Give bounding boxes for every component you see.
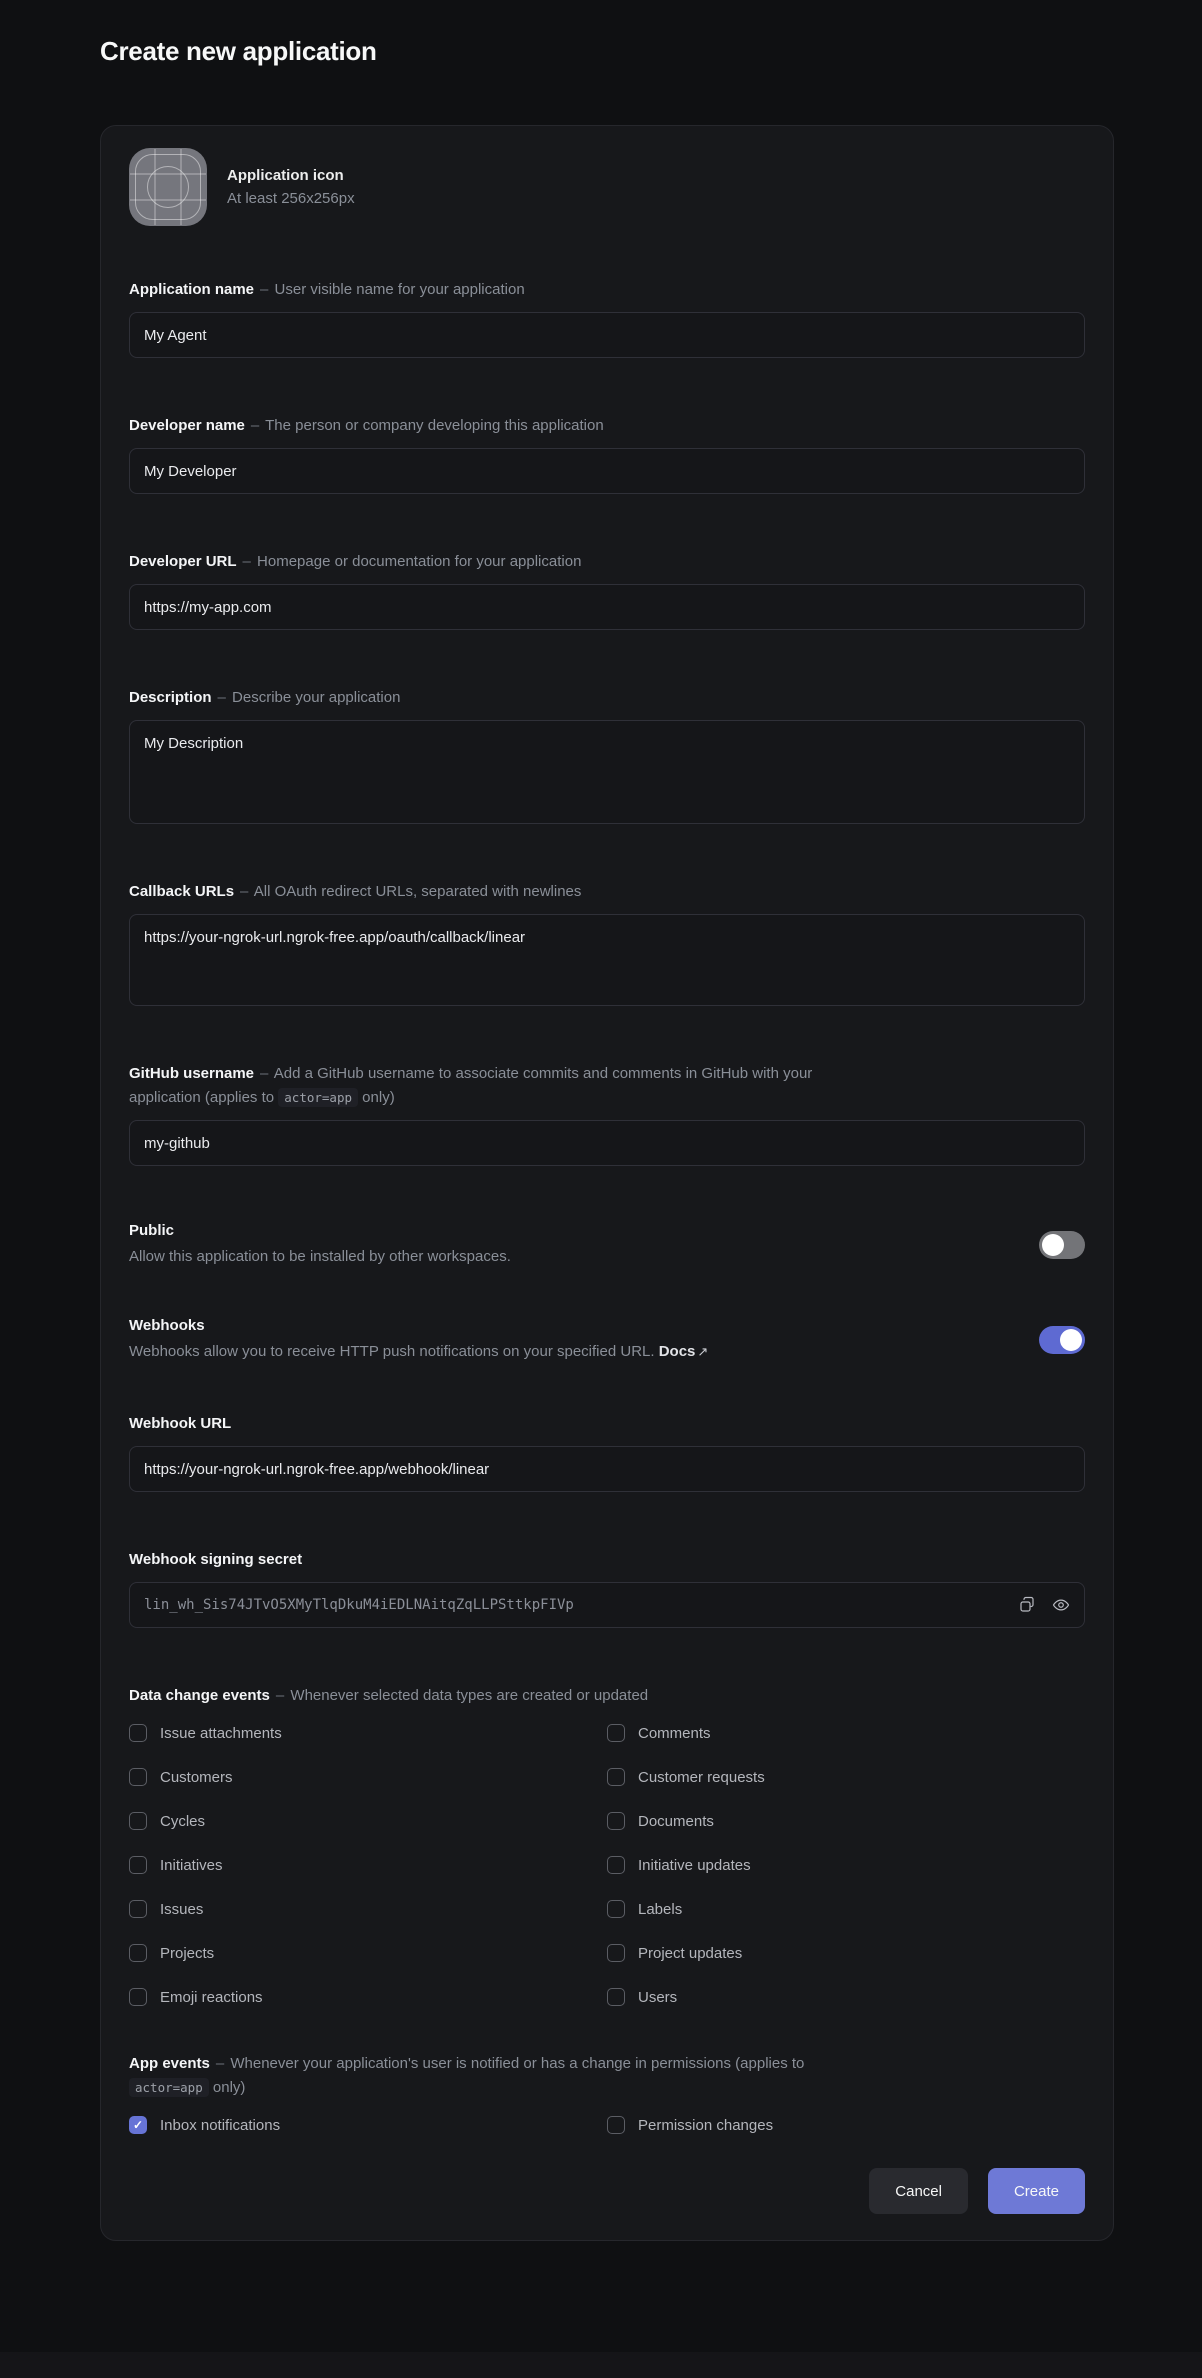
app-events-checkbox-grid — [129, 2116, 1085, 2134]
application-icon-title: Application icon — [227, 167, 344, 184]
checkbox-box — [607, 1724, 625, 1742]
checkbox-box — [129, 2116, 147, 2134]
public-toggle[interactable] — [1039, 1231, 1085, 1259]
checkbox-box — [607, 1988, 625, 2006]
checkbox-box — [607, 1944, 625, 1962]
public-toggle-row — [129, 1222, 1085, 1267]
webhook-signing-secret-value: lin_wh_Sis74JTvO5XMyTlqDkuM4iEDLNAitqZqLLPSttkpFIVp — [144, 1597, 574, 1613]
checkbox-issue-attachments[interactable]: Issue attachments — [129, 1724, 607, 1742]
webhook-url-label: Webhook URL — [129, 1415, 232, 1432]
webhook-url-input[interactable] — [129, 1446, 1085, 1492]
checkbox-customer-requests[interactable]: Customer requests — [607, 1768, 1085, 1786]
github-username-description-line1: Add a GitHub username to associate commits and comments in GitHub with your — [273, 1065, 813, 1082]
application-form-card — [100, 125, 1114, 2241]
field-description — [129, 686, 1085, 824]
toggle-knob — [1042, 1234, 1064, 1256]
checkbox-projects[interactable]: Projects — [129, 1944, 607, 1962]
field-webhook-signing-secret — [129, 1548, 1085, 1628]
application-name-label: Application name — [129, 281, 255, 298]
callback-urls-description: All OAuth redirect URLs, separated with newlines — [253, 883, 582, 900]
checkbox-initiatives[interactable]: Initiatives — [129, 1856, 607, 1874]
description-label: Description — [129, 689, 212, 706]
checkbox-permission-changes[interactable]: Permission changes — [607, 2116, 1085, 2134]
webhooks-toggle[interactable] — [1039, 1326, 1085, 1354]
checkbox-labels[interactable]: Labels — [607, 1900, 1085, 1918]
webhooks-label: Webhooks — [129, 1317, 205, 1334]
github-username-description-line2: application (applies to — [129, 1089, 275, 1106]
application-icon-row — [129, 148, 1085, 226]
checkbox-project-updates[interactable]: Project updates — [607, 1944, 1085, 1962]
label-separator: – — [250, 417, 260, 434]
label-separator: – — [260, 1065, 269, 1082]
checkbox-documents[interactable]: Documents — [607, 1812, 1085, 1830]
checkbox-box — [607, 1768, 625, 1786]
docs-link[interactable]: Docs ↗ — [658, 1343, 709, 1360]
bottom-strip — [0, 2352, 1202, 2378]
page-title: Create new application — [100, 36, 377, 66]
checkbox-cycles[interactable]: Cycles — [129, 1812, 607, 1830]
reveal-secret-button[interactable] — [1052, 1596, 1070, 1614]
cancel-button[interactable]: Cancel — [869, 2168, 968, 2214]
checkbox-initiative-updates[interactable]: Initiative updates — [607, 1856, 1085, 1874]
label-separator: – — [275, 1687, 285, 1704]
form-footer — [129, 2168, 1085, 2214]
create-button[interactable]: Create — [988, 2168, 1085, 2214]
webhooks-toggle-row — [129, 1317, 1085, 1362]
checkbox-comments[interactable]: Comments — [607, 1724, 1085, 1742]
developer-url-description: Homepage or documentation for your application — [257, 553, 582, 570]
app-icon-placeholder-icon — [129, 148, 207, 226]
data-change-events-description: Whenever selected data types are created or updated — [290, 1687, 649, 1704]
description-textarea[interactable] — [129, 720, 1085, 824]
github-username-input[interactable] — [129, 1120, 1085, 1166]
checkbox-box — [129, 1988, 147, 2006]
developer-name-description: The person or company developing this application — [265, 417, 604, 434]
data-change-events-section — [129, 1684, 1085, 2006]
public-description: Allow this application to be installed by other workspaces. — [129, 1248, 511, 1265]
field-developer-url — [129, 550, 1085, 630]
webhook-signing-secret-field[interactable] — [129, 1582, 1085, 1628]
field-callback-urls — [129, 880, 1085, 1006]
actor-app-code-chip: actor=app — [278, 1088, 358, 1107]
application-name-input[interactable] — [129, 312, 1085, 358]
copy-secret-button[interactable] — [1018, 1596, 1036, 1614]
github-username-label: GitHub username — [129, 1065, 255, 1082]
copy-icon — [1018, 1596, 1036, 1614]
checkbox-box — [129, 1768, 147, 1786]
description-description: Describe your application — [232, 689, 401, 706]
field-developer-name — [129, 414, 1085, 494]
external-link-arrow-icon: ↗ — [697, 1344, 709, 1359]
webhooks-description: Webhooks allow you to receive HTTP push notifications on your specified URL. — [129, 1343, 655, 1360]
app-events-section — [129, 2052, 1085, 2134]
data-change-events-label: Data change events — [129, 1687, 270, 1704]
callback-urls-textarea[interactable] — [129, 914, 1085, 1006]
application-icon-subtitle: At least 256x256px — [227, 190, 355, 207]
developer-name-input[interactable] — [129, 448, 1085, 494]
app-events-label: App events — [129, 2055, 210, 2072]
label-separator: – — [215, 2055, 225, 2072]
app-events-description-line1: Whenever your application's user is notified or has a change in permissions (applies to — [230, 2055, 805, 2072]
application-icon-upload-button[interactable] — [129, 148, 207, 226]
checkbox-box — [607, 1812, 625, 1830]
application-name-description: User visible name for your application — [274, 281, 525, 298]
label-separator: – — [242, 553, 251, 570]
checkbox-box — [129, 1812, 147, 1830]
checkbox-box — [129, 1900, 147, 1918]
webhook-signing-secret-label: Webhook signing secret — [129, 1551, 303, 1568]
developer-url-input[interactable] — [129, 584, 1085, 630]
application-icon-texts — [227, 167, 355, 207]
toggle-knob — [1060, 1329, 1082, 1351]
checkbox-box — [607, 2116, 625, 2134]
label-separator: – — [260, 281, 269, 298]
github-username-description-line2-end: only) — [362, 1089, 395, 1106]
data-change-events-checkbox-grid — [129, 1724, 1085, 2006]
actor-app-code-chip: actor=app — [129, 2078, 209, 2097]
eye-icon — [1052, 1596, 1070, 1614]
label-separator: – — [217, 689, 226, 706]
field-webhook-url — [129, 1412, 1085, 1492]
public-label: Public — [129, 1222, 175, 1239]
label-separator: – — [240, 883, 249, 900]
checkbox-box — [607, 1856, 625, 1874]
checkbox-inbox-notifications[interactable]: ✓ Inbox notifications — [129, 2116, 607, 2134]
app-events-description-line2-end: only) — [212, 2079, 246, 2096]
callback-urls-label: Callback URLs — [129, 883, 235, 900]
checkbox-box — [129, 1856, 147, 1874]
developer-url-label: Developer URL — [129, 553, 237, 570]
field-application-name — [129, 278, 1085, 358]
checkbox-box — [129, 1724, 147, 1742]
checkbox-users[interactable]: Users — [607, 1988, 1085, 2006]
checkbox-emoji-reactions[interactable]: Emoji reactions — [129, 1988, 607, 2006]
developer-name-label: Developer name — [129, 417, 245, 434]
checkbox-issues[interactable]: Issues — [129, 1900, 607, 1918]
checkbox-box — [129, 1944, 147, 1962]
field-github-username — [129, 1062, 1085, 1166]
checkbox-customers[interactable]: Customers — [129, 1768, 607, 1786]
checkbox-box — [607, 1900, 625, 1918]
